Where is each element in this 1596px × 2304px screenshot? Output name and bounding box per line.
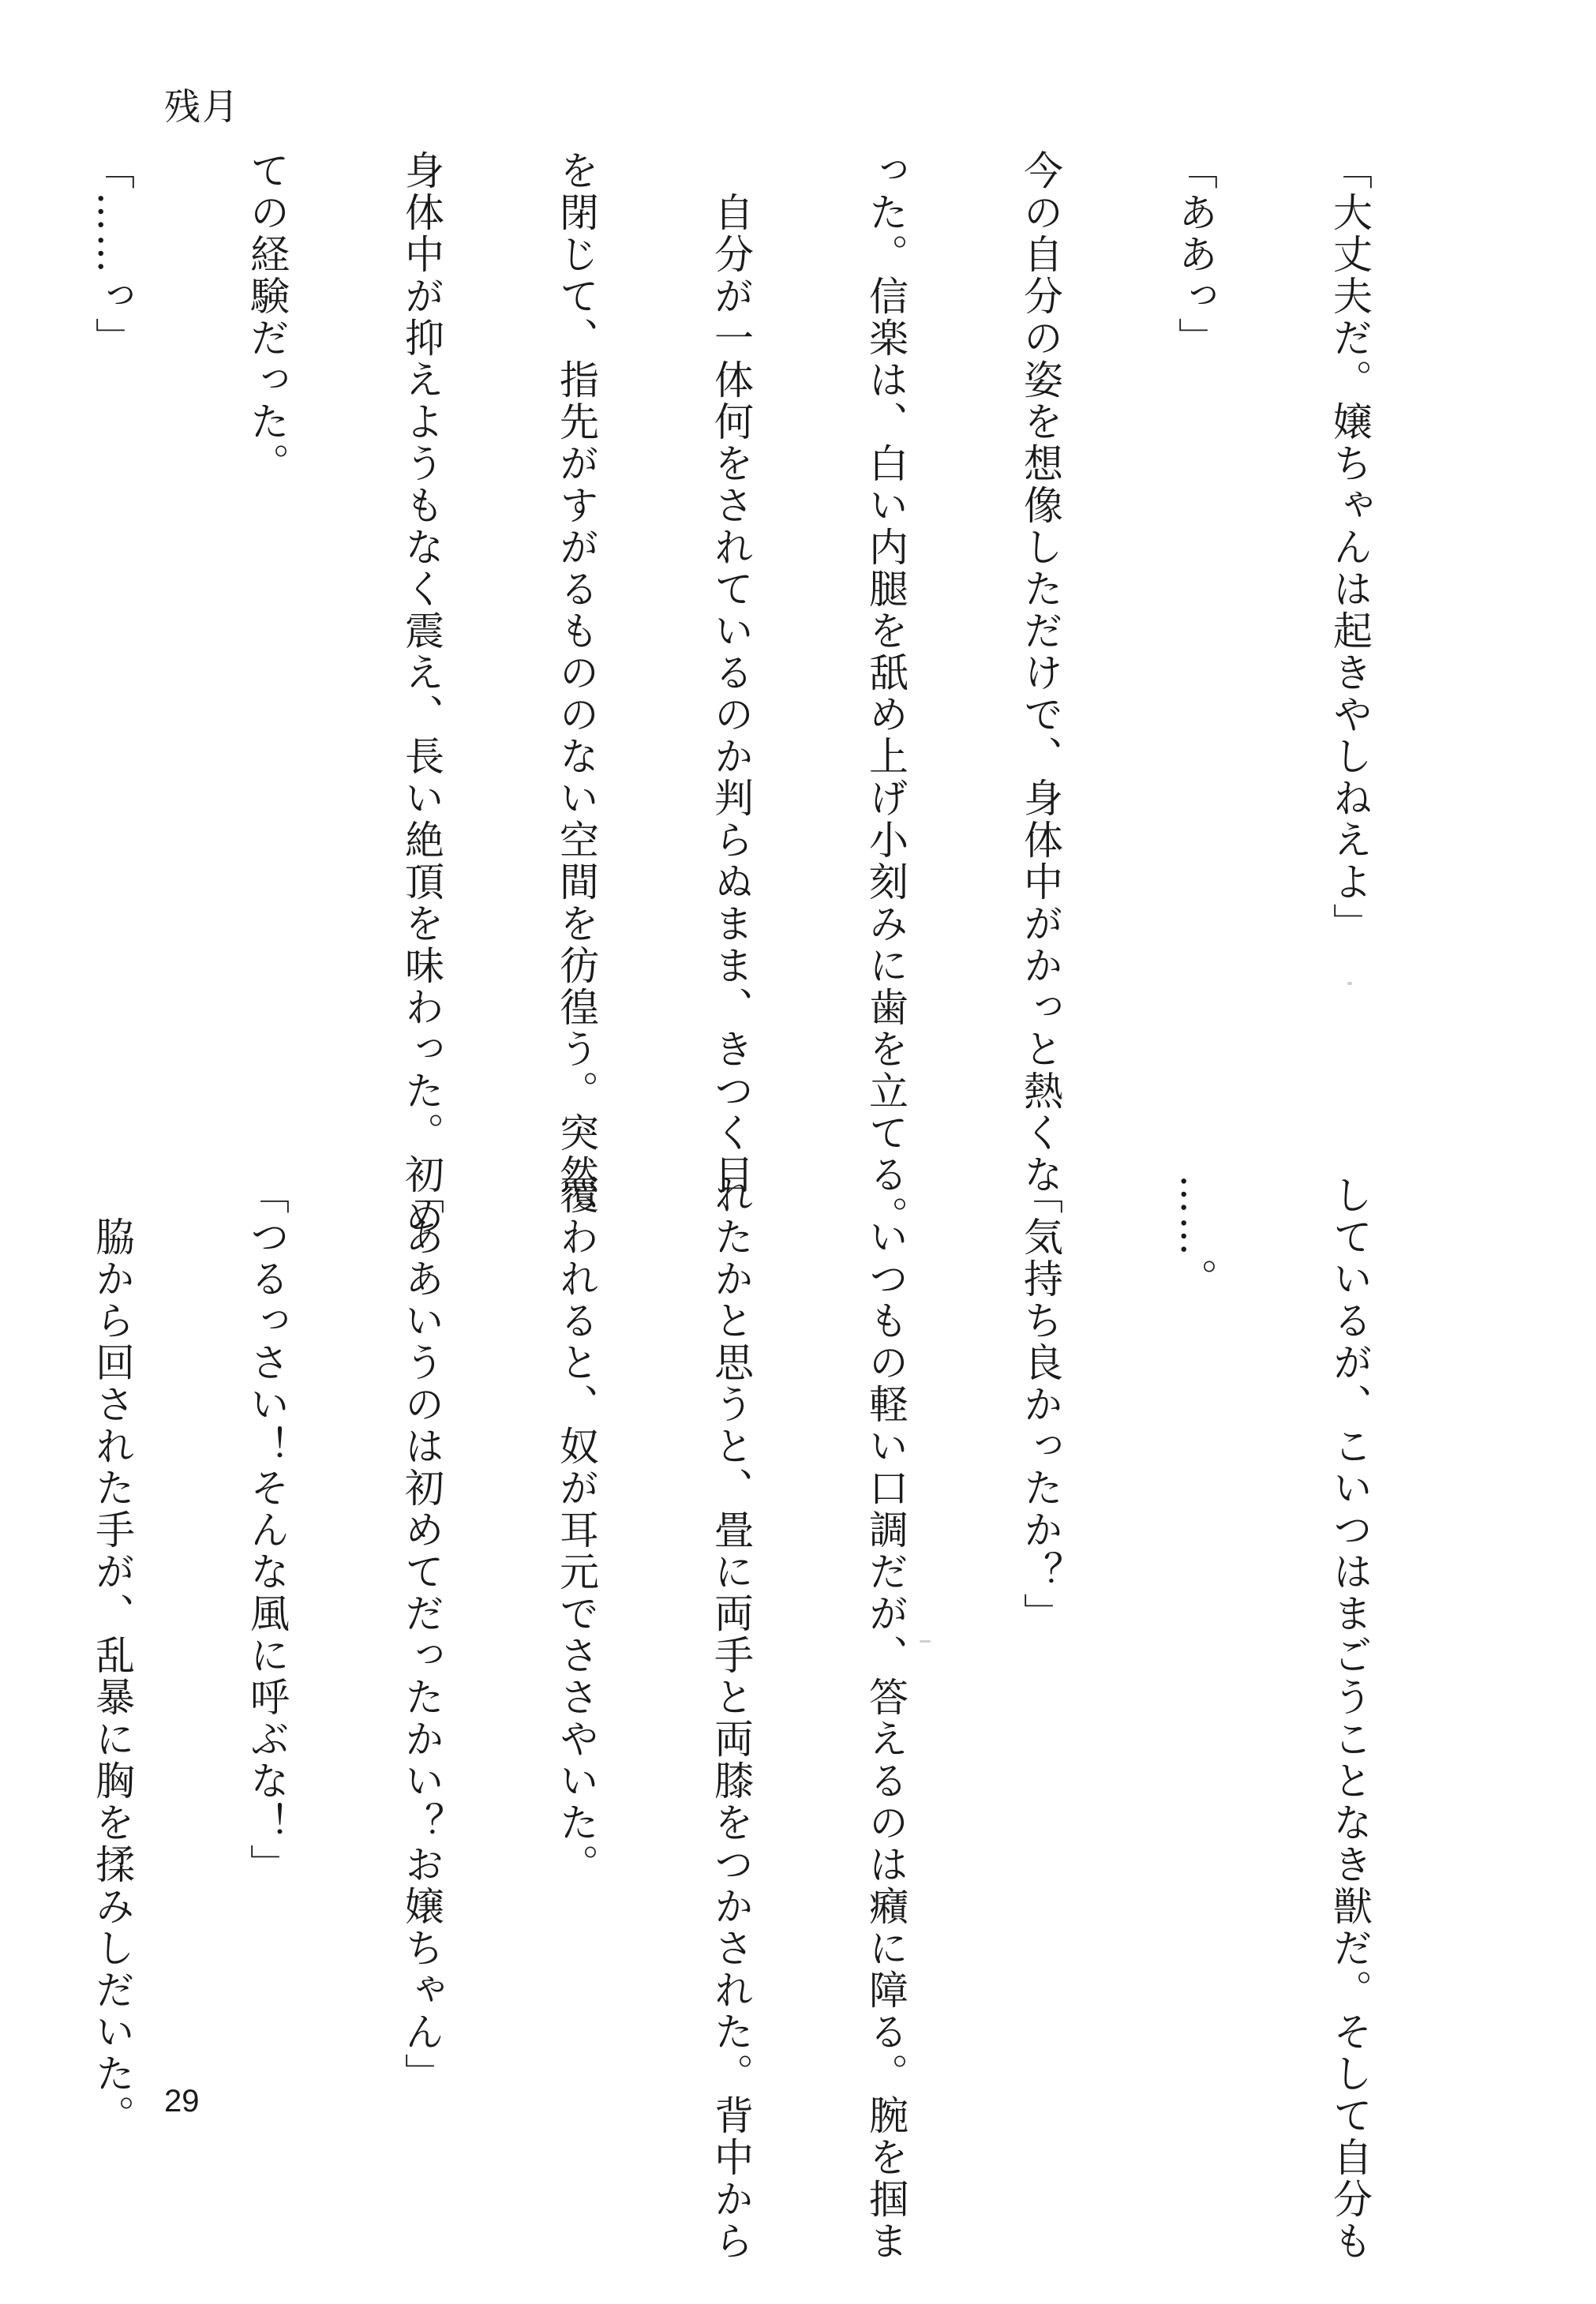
text-column: 「……っ」 bbox=[89, 150, 135, 359]
text-column: 「つるっさい！そんな風に呼ぶな！」 bbox=[244, 1174, 290, 1886]
text-column: ……。 bbox=[1172, 1174, 1218, 1300]
text-column: ての経験だった。 bbox=[244, 150, 290, 485]
scan-speck bbox=[920, 1640, 931, 1643]
text-column: 「ああいうのは初めてだったかい？お嬢ちゃん」 bbox=[399, 1174, 444, 2095]
scan-speck bbox=[1347, 982, 1352, 985]
text-column: 今の自分の姿を想像しただけで、身体中がかっと熱くな bbox=[1017, 150, 1063, 1196]
text-column: 覆われると、奴が耳元でささやいた。 bbox=[553, 1174, 599, 1886]
text-column: しているが、こいつはまごうことなき獣だ。そして自分も bbox=[1327, 1174, 1373, 2262]
lower-text-block bbox=[0, 1174, 1460, 2262]
running-title: 残月 bbox=[164, 85, 240, 128]
text-column: 脇から回された手が、乱暴に胸を揉みしだいた。 bbox=[89, 1174, 135, 2137]
text-column: 「気持ち良かったか？」 bbox=[1017, 1174, 1063, 1635]
text-column: 身体中が抑えようもなく震え、長い絶頂を味わった。初め bbox=[399, 150, 444, 1238]
text-column: 「大丈夫だ。嬢ちゃんは起きやしねえよ」 bbox=[1327, 150, 1373, 945]
text-column: れたかと思うと、畳に両手と両膝をつかされた。背中から bbox=[708, 1174, 754, 2262]
text-column: いつもの軽い口調だが、答えるのは癪に障る。腕を掴ま bbox=[863, 1174, 909, 2262]
text-column: 「ああっ」 bbox=[1172, 150, 1218, 359]
text-column: を閉じて、指先がすがるもののない空間を彷徨う。突然、 bbox=[553, 150, 599, 1238]
page-number: 29 bbox=[164, 2084, 200, 2119]
text-column: 自分が一体何をされているのか判らぬまま、きつく目 bbox=[708, 150, 754, 1196]
upper-text-block bbox=[0, 150, 1460, 1238]
text-column: った。信楽は、白い内腿を舐め上げ小刻みに歯を立てる。 bbox=[863, 150, 909, 1238]
